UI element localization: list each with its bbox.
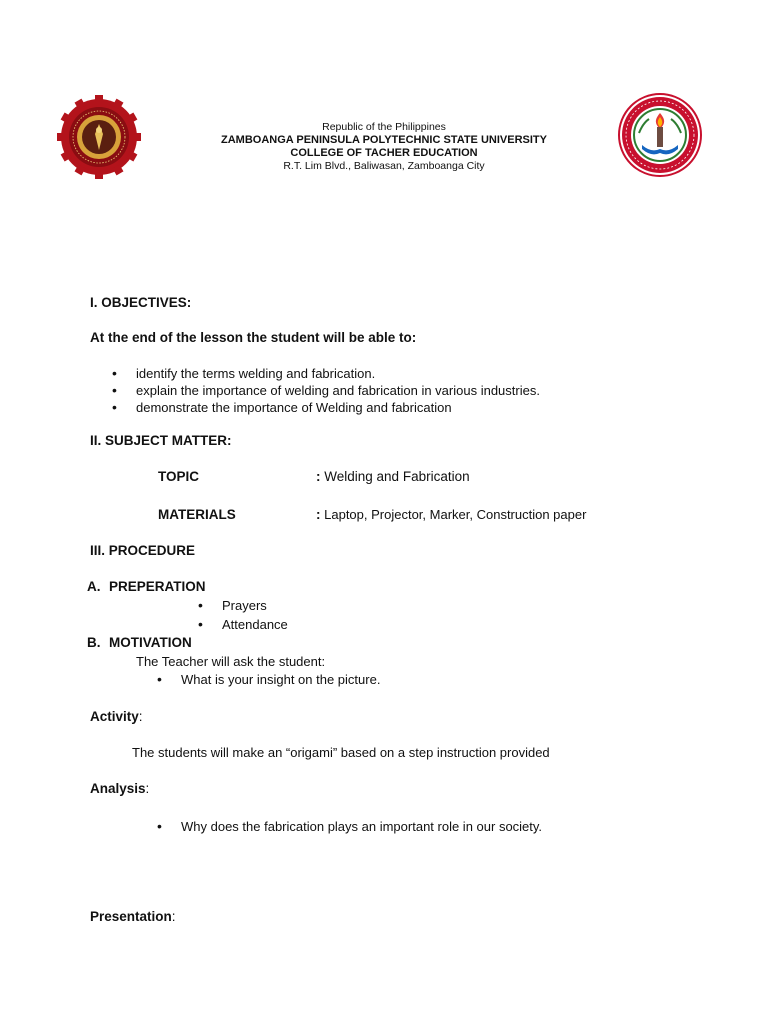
materials-value: Laptop, Projector, Marker, Construction paper bbox=[324, 507, 587, 522]
activity-heading-row bbox=[90, 709, 143, 724]
objective-item: • demonstrate the importance of Welding and fabrication bbox=[136, 400, 452, 415]
header-university: ZAMBOANGA PENINSULA POLYTECHNIC STATE UNIVERSITY bbox=[221, 134, 547, 146]
materials-row bbox=[316, 507, 586, 522]
preparation-item: • Attendance bbox=[222, 617, 288, 632]
topic-value: Welding and Fabrication bbox=[324, 469, 470, 484]
analysis-colon: : bbox=[145, 781, 150, 796]
presentation-heading: Presentation bbox=[90, 909, 172, 924]
presentation-colon: : bbox=[171, 909, 176, 924]
activity-heading: Activity bbox=[90, 709, 139, 724]
activity-colon: : bbox=[138, 709, 143, 724]
objectives-intro: At the end of the lesson the student will be able to: bbox=[90, 330, 417, 345]
activity-text: The students will make an “origami” based on a step instruction provided bbox=[132, 745, 550, 760]
topic-colon: : bbox=[316, 469, 321, 484]
presentation-heading-row bbox=[90, 909, 176, 924]
objective-item: • explain the importance of welding and fabrication in various industries. bbox=[136, 383, 540, 398]
procedure-heading: III. PROCEDURE bbox=[90, 543, 196, 558]
materials-colon: : bbox=[316, 507, 321, 522]
analysis-heading: Analysis bbox=[90, 781, 146, 796]
topic-label: TOPIC bbox=[158, 469, 200, 484]
header-address: R.T. Lim Blvd., Baliwasan, Zamboanga City bbox=[283, 160, 485, 172]
header-country: Republic of the Philippines bbox=[322, 121, 446, 133]
analysis-item: • Why does the fabrication plays an important role in our society. bbox=[181, 819, 542, 834]
preparation-item: • Prayers bbox=[222, 598, 267, 613]
objectives-heading: I. OBJECTIVES: bbox=[90, 295, 192, 310]
objective-item: • identify the terms welding and fabrication. bbox=[136, 366, 375, 381]
section-a-title: PREPERATION bbox=[109, 579, 206, 594]
motivation-text: The Teacher will ask the student: bbox=[136, 654, 326, 669]
topic-row bbox=[316, 469, 470, 484]
section-b-label: B. bbox=[87, 635, 101, 650]
materials-label: MATERIALS bbox=[158, 507, 236, 522]
section-b-title: MOTIVATION bbox=[109, 635, 192, 650]
subject-matter-heading: II. SUBJECT MATTER: bbox=[90, 433, 232, 448]
analysis-heading-row bbox=[90, 781, 149, 796]
section-a-label: A. bbox=[87, 579, 101, 594]
motivation-item: • What is your insight on the picture. bbox=[181, 672, 380, 687]
header-college: COLLEGE OF TACHER EDUCATION bbox=[290, 147, 478, 159]
